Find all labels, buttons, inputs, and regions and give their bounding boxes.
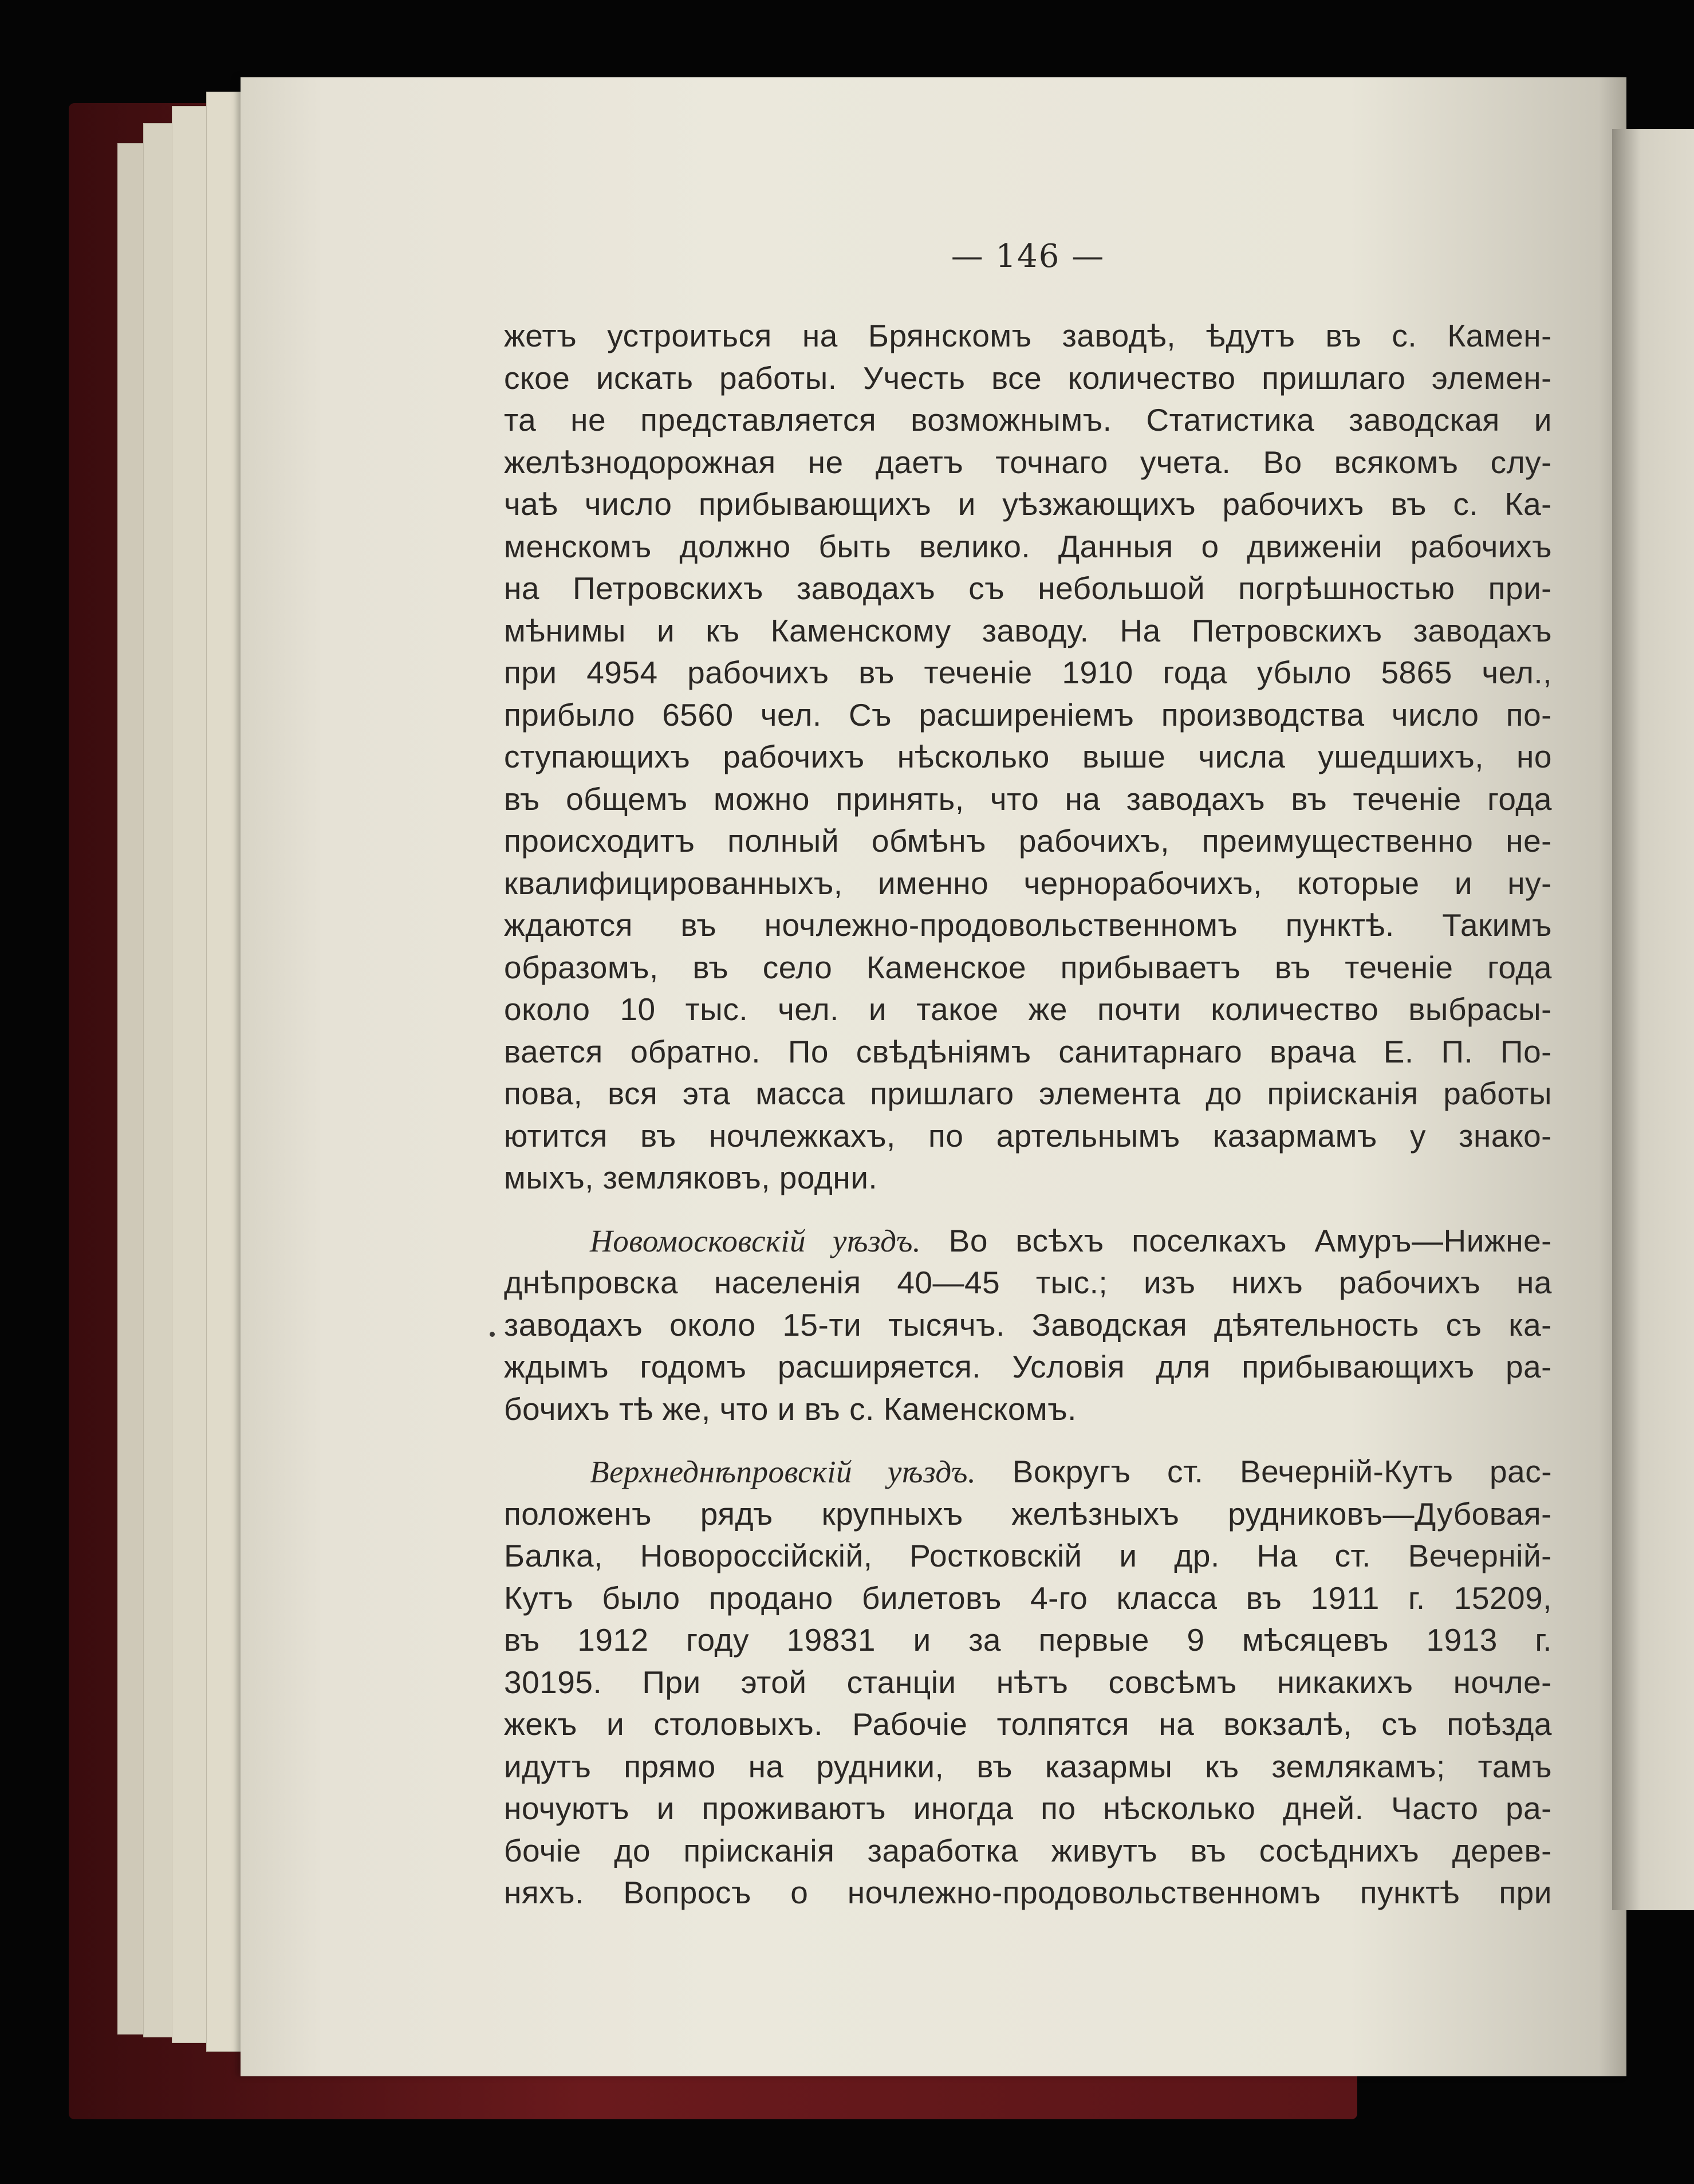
text-line: бочихъ тѣ же, что и въ с. Каменскомъ. <box>504 1391 1077 1427</box>
text-line: ждаются въ ночлежно-продовольственномъ пунктѣ. Такимъ <box>504 907 1552 943</box>
text-line: на Петровскихъ заводахъ съ небольшой погрѣшностью при- <box>504 570 1552 606</box>
section-heading: Новомосковскій уѣздъ. <box>590 1223 921 1258</box>
text-line: при 4954 рабочихъ въ теченіе 1910 года убыло 5865 чел., <box>504 655 1552 690</box>
text-line-rest: Вокругъ ст. Вечерній-Кутъ рас- <box>1012 1454 1553 1489</box>
text-line: въ общемъ можно принять, что на заводахъ въ теченіе года <box>504 781 1552 817</box>
text-line: ютится въ ночлежкахъ, по артельнымъ казармамъ у знако- <box>504 1117 1552 1154</box>
text-line: менскомъ должно быть велико. Данныя о движенiи рабочихъ <box>504 528 1552 564</box>
text-line: бочіе до пріисканія заработка живутъ въ сосѣднихъ дерев- <box>504 1832 1552 1868</box>
paragraph-3 <box>504 1451 1552 1914</box>
text-line: заводахъ около 15-ти тысячъ. Заводская дѣятельность съ ка- <box>504 1307 1552 1343</box>
text-line <box>504 1451 1552 1493</box>
text-line: Балка, Новороссійскій, Ростковскій и др. На ст. Вечерній- <box>504 1538 1552 1573</box>
paragraph-2 <box>504 1220 1552 1431</box>
text-line: квалифицированныхъ, именно чернорабочихъ, которые и ну- <box>504 865 1552 901</box>
text-line: ночуютъ и проживаютъ иногда по нѣсколько дней. Часто ра- <box>504 1791 1552 1826</box>
text-line: образомъ, въ село Каменское прибываетъ въ теченіе года <box>504 949 1552 985</box>
text-line: происходитъ полный обмѣнъ рабочихъ, преимущественно не- <box>504 823 1552 859</box>
page-text <box>504 238 1552 1914</box>
text-line: въ 1912 году 19831 и за первые 9 мѣсяцевъ 1913 г. <box>504 1622 1552 1658</box>
text-line: положенъ рядъ крупныхъ желѣзныхъ рудниковъ—Дубовая- <box>504 1496 1552 1532</box>
text-line: около 10 тыс. чел. и такое же почти количество выбрасы- <box>504 991 1552 1027</box>
text-line: пова, вся эта масса пришлаго элемента до пріисканія работы <box>504 1076 1552 1111</box>
section-heading: Верхнеднѣпровскій уѣздъ. <box>590 1454 976 1489</box>
text-line: днѣпровска населенія 40—45 тыс.; изъ нихъ рабочихъ на <box>504 1265 1552 1300</box>
text-line: жекъ и столовыхъ. Рабочіе толпятся на вокзалѣ, съ поѣзда <box>504 1706 1552 1742</box>
text-line: та не представляется возможнымъ. Статистика заводская и <box>504 402 1552 438</box>
text-line-rest: Во всѣхъ поселкахъ Амуръ—Нижне- <box>948 1222 1552 1258</box>
text-line: мѣнимы и къ Каменскому заводу. На Петровскихъ заводахъ <box>504 612 1552 648</box>
text-line: ждымъ годомъ расширяется. Условія для прибывающихъ ра- <box>504 1349 1552 1384</box>
text-line: мыхъ, земляковъ, родни. <box>504 1160 878 1195</box>
facing-page-edge <box>1612 129 1694 1910</box>
text-line: желѣзнодорожная не даетъ точнаго учета. Во всякомъ слу- <box>504 444 1552 480</box>
text-line: идутъ прямо на рудники, въ казармы къ землякамъ; тамъ <box>504 1748 1552 1784</box>
text-line: Кутъ было продано билетовъ 4-го класса въ 1911 г. 15209, <box>504 1580 1552 1616</box>
text-line: жетъ устроиться на Брянскомъ заводѣ, ѣдутъ въ с. Камен- <box>504 318 1552 353</box>
text-line: няхъ. Вопросъ о ночлежно-продовольственномъ пунктѣ при <box>504 1875 1552 1910</box>
text-line: ступающихъ рабочихъ нѣсколько выше числа ушедшихъ, но <box>504 739 1552 774</box>
margin-mark <box>490 1332 495 1337</box>
text-line: вается обратно. По свѣдѣніямъ санитарнаго врача Е. П. По- <box>504 1033 1552 1069</box>
text-line <box>504 1220 1552 1262</box>
text-line: чаѣ число прибывающихъ и уѣзжающихъ рабочихъ въ с. Ка- <box>504 486 1552 522</box>
text-line: 30195. При этой станціи нѣтъ совсѣмъ никакихъ ночле- <box>504 1664 1552 1700</box>
text-line: ское искать работы. Учесть все количество пришлаго элемен- <box>504 360 1552 396</box>
page-number: — 146 — <box>951 238 1105 275</box>
paragraph-1 <box>504 315 1552 1199</box>
text-line: прибыло 6560 чел. Съ расширеніемъ производства число по- <box>504 696 1552 733</box>
